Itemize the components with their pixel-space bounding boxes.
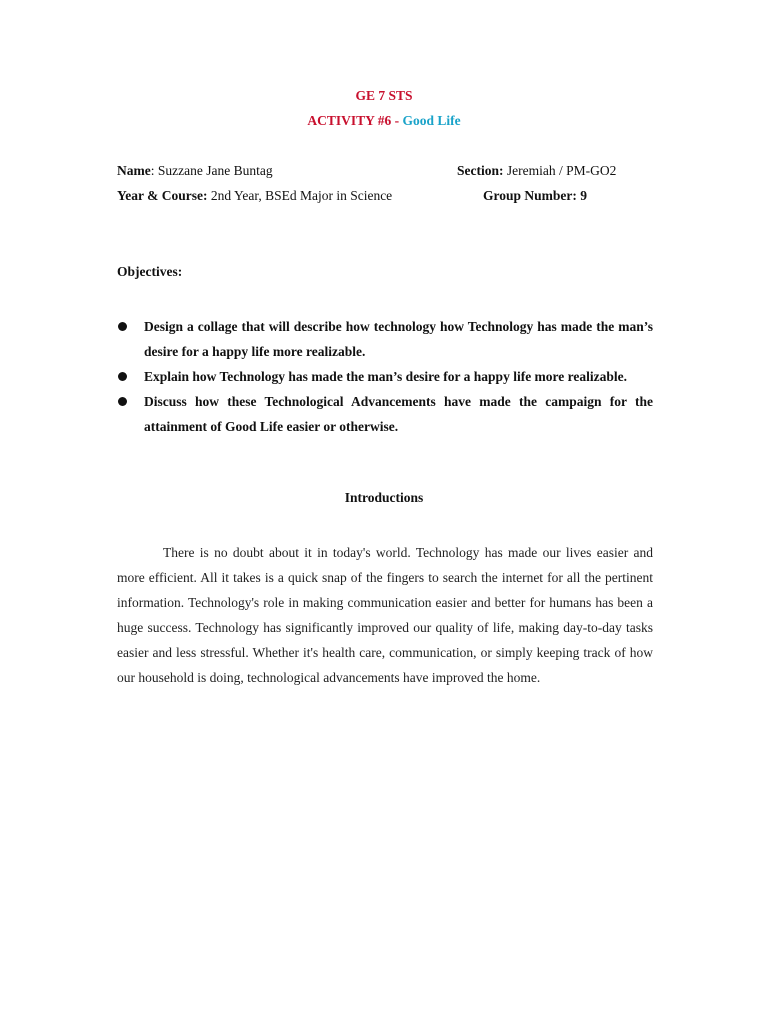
section-label: Section:: [457, 163, 504, 178]
bullet-icon: [118, 372, 127, 381]
group-number: Group Number: 9: [483, 188, 588, 203]
bullet-icon: [118, 322, 127, 331]
objective-text: Design a collage that will describe how technology how Technology has made the man’s desire for a happy life more realizable.: [144, 319, 653, 359]
bullet-icon: [118, 397, 127, 406]
name-value: : Suzzane Jane Buntag: [150, 163, 273, 178]
introduction-paragraph: There is no doubt about it in today's world. Technology has made our lives easier and more efficient. All it takes is a quick snap of the fingers to search the internet for all the pertinent information. Technology's role in making communication easier and better for humans has been a huge success. Technology has significantly improved our quality of life, making day-to-day tasks easier and less stressful. Whether it's health care, communication, or simply keeping track of how our household is doing, technological advancements have improved the home.: [117, 545, 653, 685]
objective-text: Discuss how these Technological Advancements have made the campaign for the attainment of Good Life easier or otherwise.: [144, 394, 653, 434]
objective-item: [117, 389, 653, 439]
introduction-heading: Introductions: [344, 490, 424, 505]
objectives-list: [117, 314, 653, 439]
objective-text: Explain how Technology has made the man’s desire for a happy life more realizable.: [144, 369, 628, 384]
activity-heading: [0, 113, 768, 129]
activity-title: Good Life: [402, 113, 461, 128]
objective-item: [117, 364, 653, 389]
name-label: Name: [117, 163, 151, 178]
year-course-line: [117, 188, 392, 204]
course-code: GE 7 STS: [355, 88, 413, 103]
student-name-line: [117, 163, 273, 179]
objective-item: [117, 314, 653, 364]
section-line: [457, 163, 616, 179]
group-number-line: [483, 188, 587, 204]
section-value: Jeremiah / PM-GO2: [503, 163, 617, 178]
objectives-heading: Objectives:: [117, 264, 183, 279]
year-course-label: Year & Course:: [117, 188, 208, 203]
activity-label: ACTIVITY #6 -: [307, 113, 403, 128]
year-course-value: 2nd Year, BSEd Major in Science: [207, 188, 393, 203]
